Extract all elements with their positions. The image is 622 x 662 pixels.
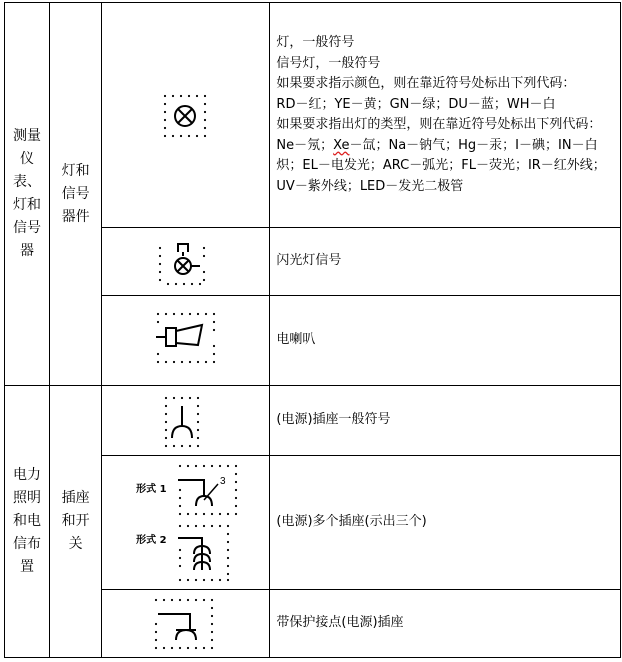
category-line: 电力 [13, 467, 42, 483]
multi-socket-desc: (电源)多个插座(示出三个) [276, 514, 427, 530]
description-cell-protected-socket [270, 590, 621, 658]
lamp-desc-line: 如果要求指示颜色，则在靠近符号处标出下列代码： [276, 76, 576, 91]
description-cell-socket [270, 386, 621, 456]
category-line: 信布 [13, 536, 42, 552]
category-line: 信号 [13, 220, 42, 236]
subcategory-line: 灯和 [61, 162, 90, 179]
flashing-lamp-symbol [154, 238, 214, 288]
lamp-desc-line: RD－红；YE－黄；GN－绿；DU－蓝；WH－白 [276, 96, 556, 112]
category-line: 照明 [13, 490, 42, 506]
description-cell-multi-socket [270, 456, 621, 590]
category-cell-power [5, 386, 50, 658]
subcategory-line: 信号 [61, 185, 90, 202]
socket-symbol [160, 392, 208, 450]
protected-socket-desc: 带保护接点(电源)插座 [276, 615, 404, 631]
category-line: 测量 [13, 128, 42, 144]
category-cell-measurement [5, 3, 50, 386]
protected-socket-symbol [150, 594, 224, 654]
multi-socket-form2-symbol [174, 520, 240, 584]
subcategory-cell-sockets [50, 386, 102, 658]
flash-desc: 闪光灯信号 [276, 253, 342, 269]
symbol-cell-horn [102, 296, 270, 386]
symbol-cell-lamp [102, 3, 270, 228]
description-cell-horn [270, 296, 621, 386]
subcategory-line: 插座 [61, 490, 90, 506]
category-line: 灯和 [13, 197, 42, 213]
symbol-cell-socket [102, 386, 270, 456]
symbol-cell-flash [102, 228, 270, 296]
subcategory-line: 和开 [61, 513, 90, 529]
multi-socket-form1-symbol [174, 460, 240, 518]
category-line: 置 [20, 559, 35, 575]
description-cell-flash [270, 228, 621, 296]
lamp-desc-line: 如果要求指出灯的类型，则在靠近符号处标出下列代码： [276, 117, 602, 132]
socket-desc: (电源)插座一般符号 [276, 412, 391, 428]
category-line: 表、 [13, 174, 42, 190]
lamp-desc-line: 灯，一般符号 [276, 35, 355, 50]
subcategory-cell-lamps [50, 3, 102, 386]
category-line: 器 [20, 243, 35, 259]
subcategory-line: 器件 [61, 208, 90, 225]
horn-symbol [152, 308, 224, 370]
socket-count-label: 3 [220, 476, 226, 487]
category-line: 和电 [13, 513, 42, 529]
lamp-desc-line: 信号灯，一般符号 [276, 55, 381, 71]
lamp-symbol [160, 91, 210, 141]
symbol-table [4, 2, 621, 658]
horn-desc: 电喇叭 [276, 332, 316, 348]
form2-label: 形式 2 [136, 535, 167, 546]
subcategory-line: 关 [68, 536, 83, 552]
symbol-cell-multi-socket [102, 456, 270, 590]
lamp-type-codes: Ne－氖；Xe－氙；Na－钠气；Hg－汞；I－碘；IN－白炽；EL－电发光；ARC－弧光；FL－荧光；IR－红外线；UV－紫外线；LED－发光二极管 [276, 137, 606, 194]
form1-label: 形式 1 [136, 484, 167, 495]
description-cell-lamp [270, 3, 621, 228]
symbol-cell-protected-socket [102, 590, 270, 658]
category-line: 仪 [20, 151, 35, 167]
